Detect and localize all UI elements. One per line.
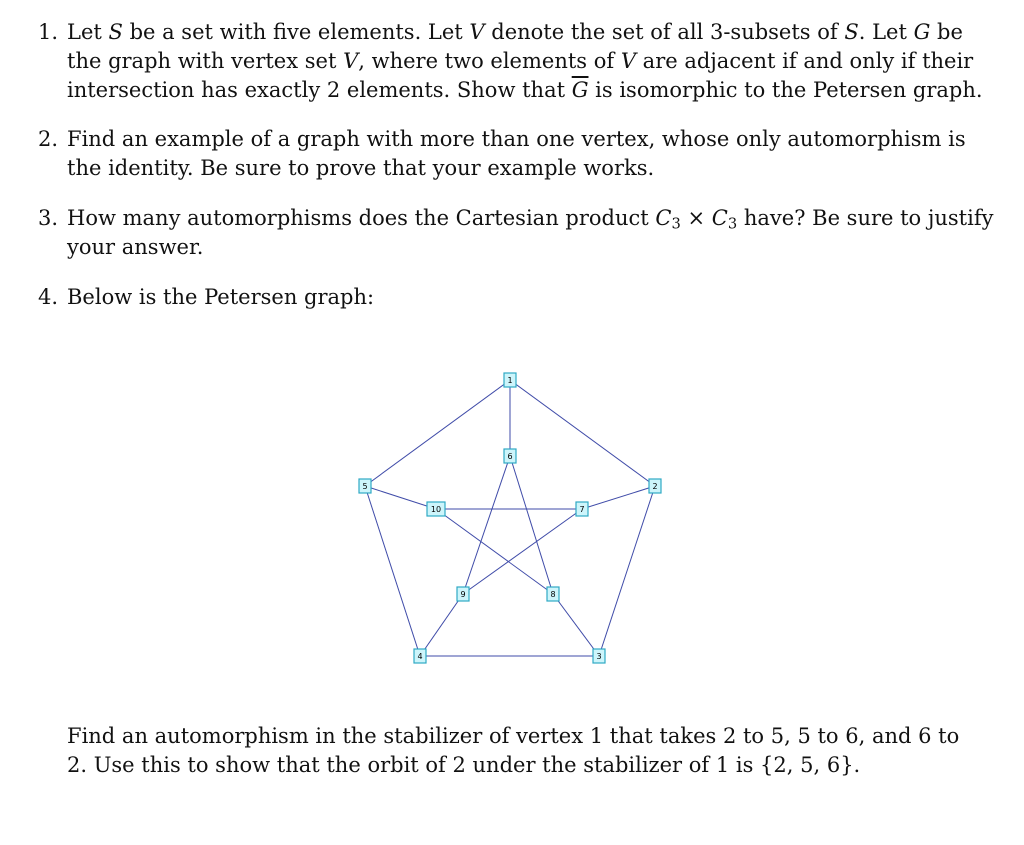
problem-2 xyxy=(38,125,966,183)
problem-text xyxy=(67,125,966,183)
vertex-label: 1 xyxy=(507,376,513,385)
graph-edge-7-9 xyxy=(463,509,582,594)
vertex-label: 9 xyxy=(460,590,466,599)
graph-vertex-3 xyxy=(593,649,605,663)
graph-edge-4-9 xyxy=(420,594,463,656)
graph-edge-2-7 xyxy=(582,486,655,509)
text-line: the identity. Be sure to prove that your example works. xyxy=(67,156,655,180)
math-subscript: 3 xyxy=(671,215,681,233)
vertex-label: 7 xyxy=(579,505,585,514)
graph-vertex-5 xyxy=(359,479,371,493)
text-line: Find an example of a graph with more than one vertex, whose only automorphism is xyxy=(67,127,966,151)
math-variable: V xyxy=(343,49,359,73)
graph-edge-1-2 xyxy=(510,380,655,486)
vertex-label: 6 xyxy=(507,452,513,461)
problem-text xyxy=(67,18,983,105)
graph-edge-9-6 xyxy=(463,456,510,594)
graph-vertex-8 xyxy=(547,587,559,601)
graph-edge-4-5 xyxy=(365,486,420,656)
graph-edge-6-8 xyxy=(510,456,553,594)
vertex-label: 5 xyxy=(362,482,368,491)
text-line: the graph with vertex set V, where two elements of V are adjacent if and only if their xyxy=(67,49,974,73)
graph-vertex-4 xyxy=(414,649,426,663)
problem-4-task xyxy=(67,722,967,780)
math-variable: C xyxy=(655,206,672,230)
graph-vertex-6 xyxy=(504,449,516,463)
problem-4 xyxy=(38,283,958,312)
math-variable: V xyxy=(469,20,485,44)
problem-1 xyxy=(38,18,983,105)
vertex-label: 2 xyxy=(652,482,658,491)
graph-vertex-10 xyxy=(427,502,445,516)
graph-edge-5-1 xyxy=(365,380,513,486)
problem-text xyxy=(67,204,994,262)
text-line: your answer. xyxy=(67,235,204,259)
math-variable: V xyxy=(620,49,636,73)
math-variable: S xyxy=(108,20,123,44)
text-line: How many automorphisms does the Cartesian product $C_3 \times C_3$ have? Be sure to justify xyxy=(67,206,994,233)
text-line: Find an automorphism in the stabilizer of vertex 1 that takes 2 to 5, 5 to 6, and 6 to xyxy=(67,724,960,748)
petersen-graph xyxy=(340,360,670,680)
graph-vertex-9 xyxy=(457,587,469,601)
graph-edges xyxy=(365,380,658,656)
problem-3 xyxy=(38,204,994,262)
problem-text xyxy=(67,283,958,312)
graph-vertex-7 xyxy=(576,502,588,516)
math-variable: S xyxy=(844,20,859,44)
graph-edge-3-8 xyxy=(553,594,599,656)
graph-edge-5-10 xyxy=(365,486,436,509)
text-line: 2. Use this to show that the orbit of 2 under the stabilizer of 1 is {2, 5, 6}. xyxy=(67,753,861,777)
problem-number: 1. xyxy=(38,20,59,44)
text-line: Let S be a set with five elements. Let V denote the set of all 3-subsets of S. Let G be xyxy=(67,20,963,44)
vertex-label: 3 xyxy=(596,652,602,661)
problem-number: 3. xyxy=(38,206,59,230)
graph-vertex-1 xyxy=(504,373,516,387)
text-line: Below is the Petersen graph: xyxy=(67,285,375,309)
graph-edge-8-10 xyxy=(436,509,553,594)
math-subscript: 3 xyxy=(727,215,738,233)
math-variable: G xyxy=(913,20,931,44)
graph-edge-2-3 xyxy=(599,486,655,656)
math-complement: $\overline{G}$ xyxy=(571,78,589,102)
problem-number: 4. xyxy=(38,285,59,309)
vertex-label: 8 xyxy=(550,590,556,599)
text-line: intersection has exactly 2 elements. Show that $\overline{G}$ is isomorphic to the Petersen graph. xyxy=(67,78,983,102)
math-variable: C xyxy=(711,206,728,230)
graph-vertex-2 xyxy=(649,479,661,493)
vertex-label: 10 xyxy=(430,505,442,514)
vertex-label: 4 xyxy=(417,652,423,661)
problem-number: 2. xyxy=(38,127,59,151)
